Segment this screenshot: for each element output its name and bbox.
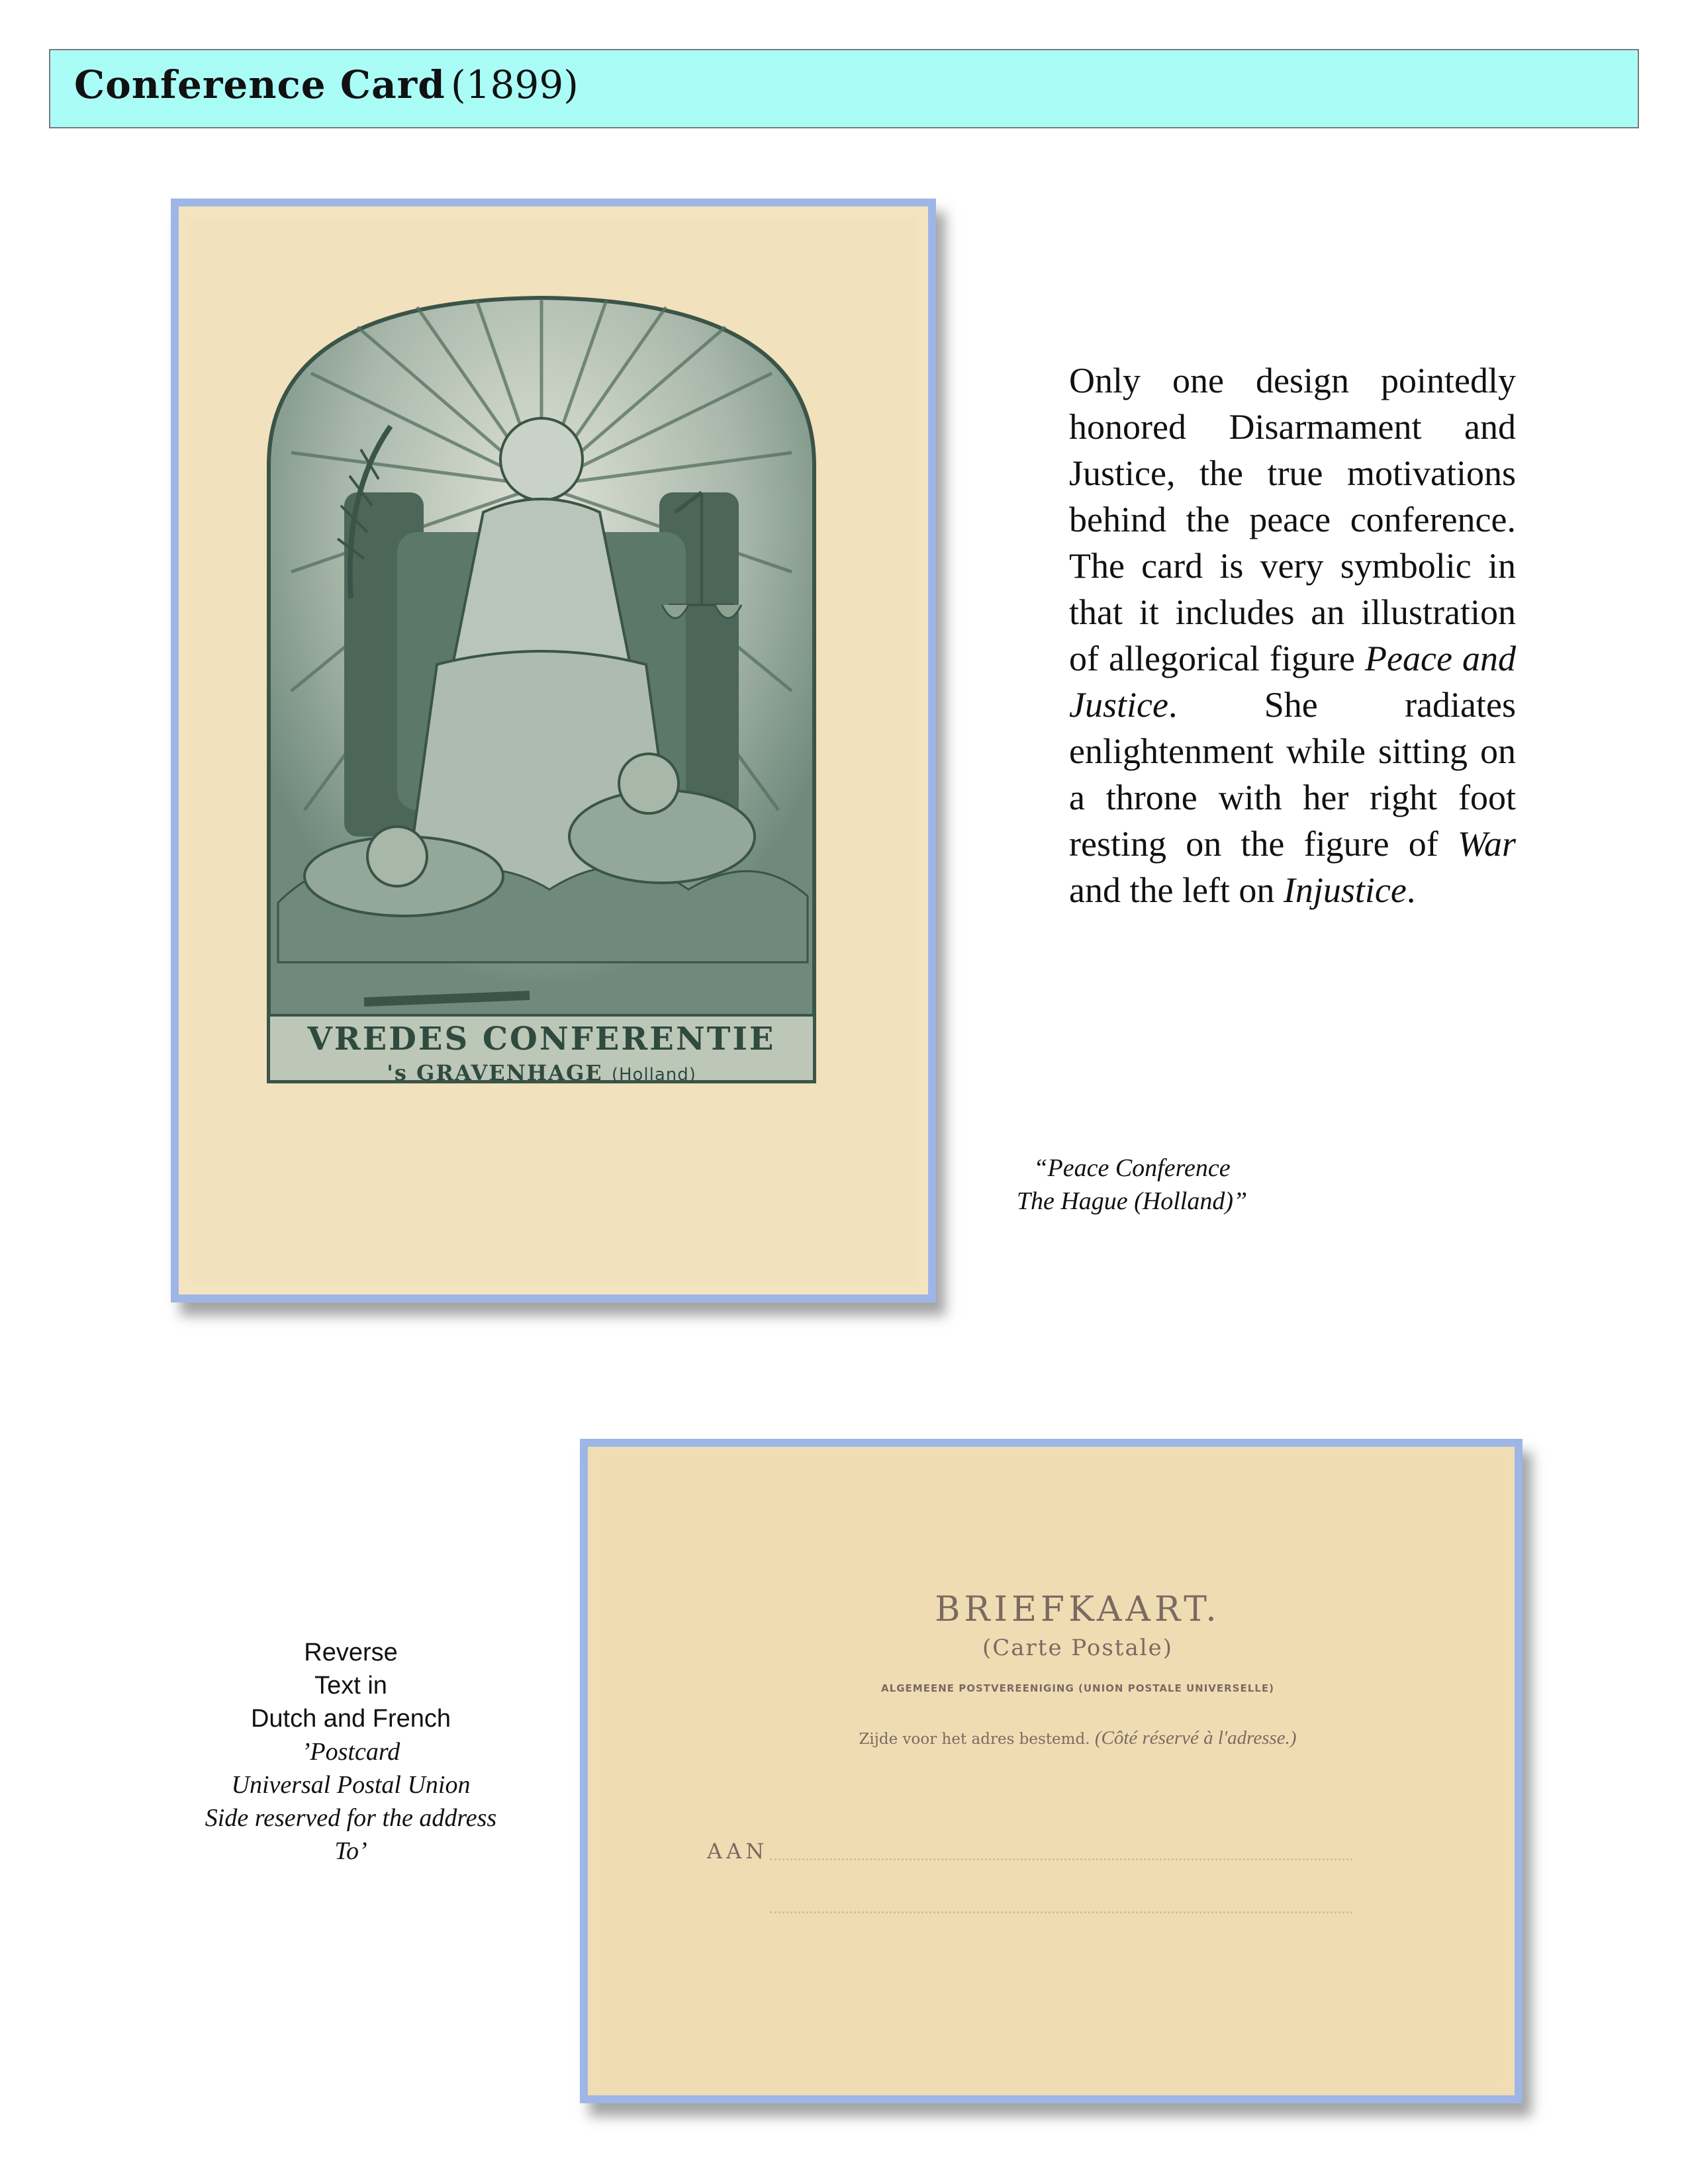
reverse-postcard xyxy=(580,1439,1523,2103)
back-caption-line-6: Side reserved for the address xyxy=(205,1804,497,1832)
description-text xyxy=(1069,357,1516,913)
front-postcard xyxy=(171,199,936,1302)
front-card-caption xyxy=(947,1152,1317,1218)
address-line-2 xyxy=(770,1911,1352,1913)
peace-justice-engraving xyxy=(265,294,818,1084)
aan-label: AAN xyxy=(707,1839,769,1864)
engraving-label-country: (Holland) xyxy=(611,1065,696,1085)
address-side-dutch: Zijde voor het adres bestemd. xyxy=(859,1731,1090,1748)
title-bar xyxy=(49,49,1639,128)
back-caption-line-2: Text in xyxy=(314,1672,387,1700)
reverse-postcard-paper xyxy=(601,1460,1501,2082)
address-line-1 xyxy=(770,1858,1352,1860)
briefkaart-heading: BRIEFKAART. xyxy=(935,1590,1221,1629)
back-caption-line-7: To’ xyxy=(334,1837,367,1865)
back-caption-line-1: Reverse xyxy=(304,1639,398,1666)
postal-union-line: ALGEMEENE POSTVEREENIGING (UNION POSTALE UNIVERSELLE) xyxy=(881,1682,1274,1694)
address-side-french: (Côté réservé à l'adresse.) xyxy=(1094,1727,1297,1749)
engraving-label-sub xyxy=(265,1060,818,1085)
description-part-1: Only one design pointedly honored Disarmament and Justice, the true motivations behind the peace conference. The card is very symbolic in that it includes an illustration of allegorical figure xyxy=(1069,361,1516,678)
engraving-label-city: 's GRAVENHAGE xyxy=(387,1060,603,1085)
reverse-card-caption xyxy=(165,1636,536,1868)
back-caption-line-3: Dutch and French xyxy=(250,1705,451,1733)
front-postcard-paper xyxy=(191,218,916,1283)
description-emphasis-injustice: Injustice xyxy=(1283,870,1407,910)
page-title: Conference Card xyxy=(74,62,445,107)
description-part-3: and the left on xyxy=(1069,870,1284,910)
back-caption-line-4: ’Postcard xyxy=(301,1738,400,1766)
description-emphasis-peace-justice: Peace and Justice xyxy=(1069,639,1516,725)
back-caption-line-5: Universal Postal Union xyxy=(231,1771,471,1799)
front-caption-line-2: The Hague (Holland)” xyxy=(1016,1187,1248,1215)
carte-postale-subheading: (Carte Postale) xyxy=(982,1635,1173,1661)
description-part-2: . She radiates enlightenment while sitting on a throne with her right foot resting on the figure of xyxy=(1069,685,1516,864)
description-part-4: . xyxy=(1406,870,1416,910)
front-caption-line-1: “Peace Conference xyxy=(1033,1154,1231,1182)
address-side-note xyxy=(601,1727,1501,1749)
page-title-year: (1899) xyxy=(451,62,579,107)
engraving-label-main: VREDES CONFERENTIE xyxy=(307,1021,776,1058)
description-emphasis-war: War xyxy=(1457,824,1516,864)
